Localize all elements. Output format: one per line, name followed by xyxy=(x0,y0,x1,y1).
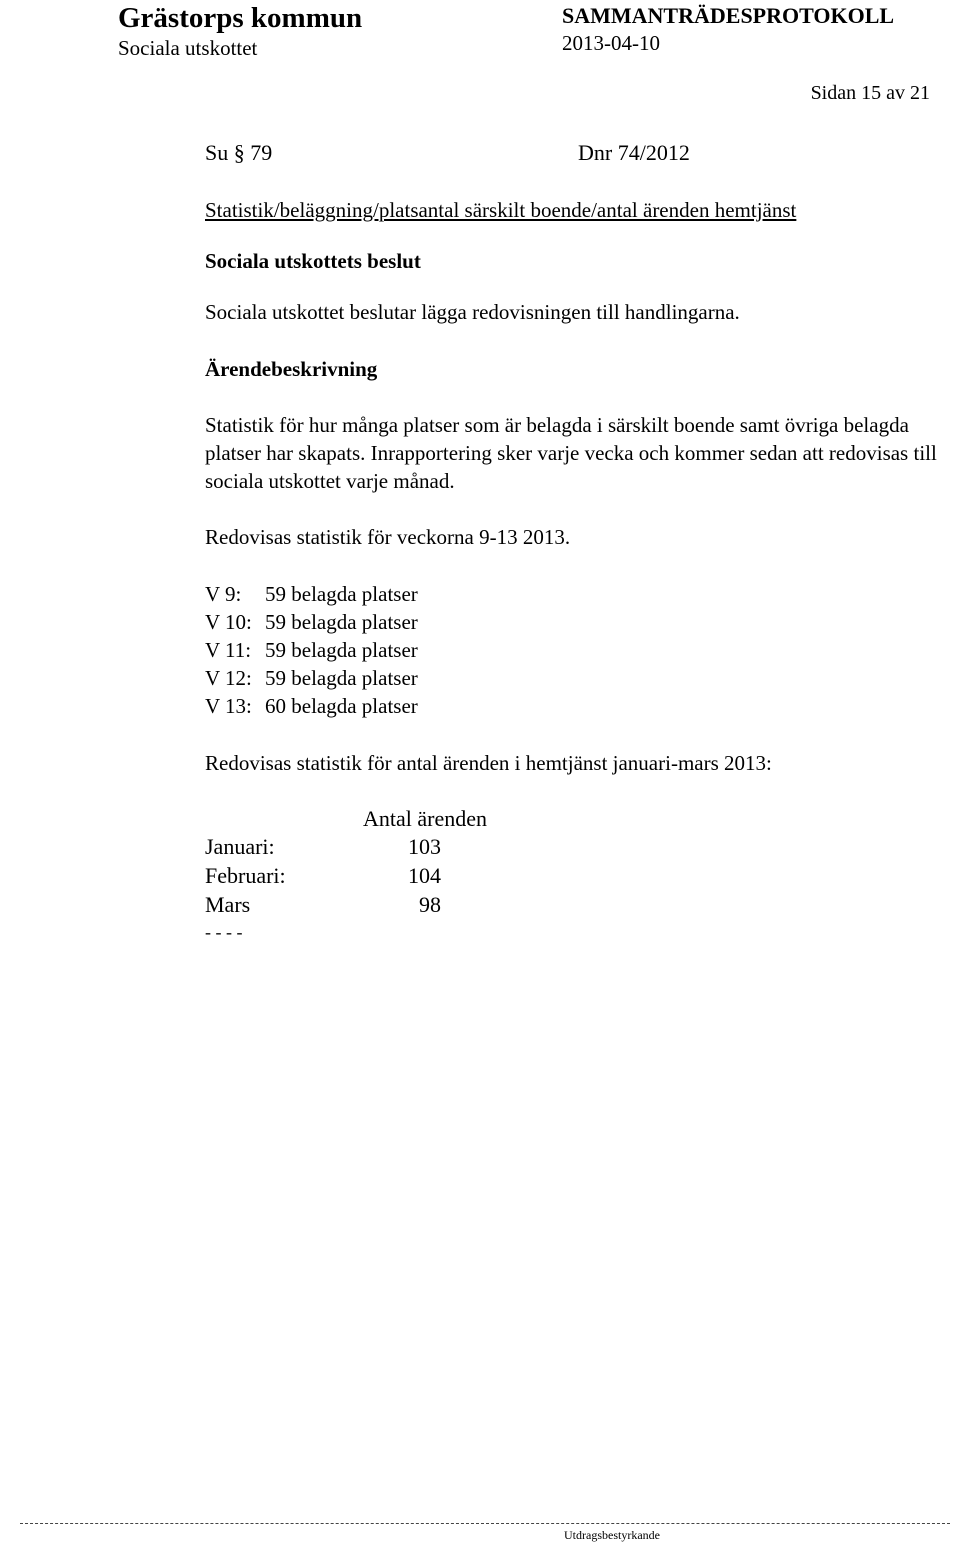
end-marker: - - - - xyxy=(205,922,243,942)
footer-divider xyxy=(20,1523,950,1524)
municipality-title: Grästorps kommun xyxy=(118,2,363,34)
month-label: Mars xyxy=(205,892,251,917)
weekly-list xyxy=(205,580,418,720)
home-care-intro: Redovisas statistik för antal ärenden i hemtjänst januari-mars 2013: xyxy=(205,751,772,775)
page-number: Sidan 15 av 21 xyxy=(810,82,930,104)
week-label: V 12: xyxy=(205,666,252,690)
table-row xyxy=(205,833,487,862)
case-count: 103 xyxy=(408,834,441,859)
decision-text: Sociala utskottet beslutar lägga redovisningen till handlingarna. xyxy=(205,300,740,324)
week-label: V 9: xyxy=(205,582,242,606)
list-item xyxy=(205,580,418,608)
week-value: 59 belagda platser xyxy=(265,582,418,606)
week-value: 60 belagda platser xyxy=(265,694,418,718)
week-label: V 13: xyxy=(205,694,252,718)
protocol-title: SAMMANTRÄDESPROTOKOLL xyxy=(562,3,895,28)
case-paragraph: Su § 79 xyxy=(205,140,273,165)
week-value: 59 belagda platser xyxy=(265,638,418,662)
month-label: Januari: xyxy=(205,834,275,859)
list-item xyxy=(205,636,418,664)
committee-name: Sociala utskottet xyxy=(118,36,258,60)
case-count: 98 xyxy=(419,892,441,917)
list-item xyxy=(205,664,418,692)
weekly-intro: Redovisas statistik för veckorna 9-13 2013. xyxy=(205,525,571,549)
description-heading: Ärendebeskrivning xyxy=(205,357,378,381)
description-paragraph xyxy=(205,411,950,495)
list-item xyxy=(205,692,418,720)
week-value: 59 belagda platser xyxy=(265,666,418,690)
meeting-date: 2013-04-10 xyxy=(562,31,660,55)
month-label: Februari: xyxy=(205,863,286,888)
case-count: 104 xyxy=(408,863,441,888)
table-row xyxy=(205,862,487,891)
footer-certification: Utdragsbestyrkande xyxy=(564,1528,660,1542)
case-reference: Dnr 74/2012 xyxy=(578,140,690,165)
case-subject: Statistik/beläggning/platsantal särskilt boende/antal ärenden hemtjänst xyxy=(205,198,797,222)
list-item xyxy=(205,608,418,636)
table-row xyxy=(205,891,487,920)
home-care-table xyxy=(205,805,487,920)
week-value: 59 belagda platser xyxy=(265,610,418,634)
table-column-header: Antal ärenden xyxy=(363,806,487,831)
week-label: V 10: xyxy=(205,610,252,634)
week-label: V 11: xyxy=(205,638,252,662)
description-text: Statistik för hur många platser som är belagda i särskilt boende samt övriga belagda platser har skapats. Inrapportering sker varje vecka och kommer sedan att redovisas till sociala utskottet varje månad. xyxy=(205,413,937,493)
decision-heading: Sociala utskottets beslut xyxy=(205,249,421,273)
